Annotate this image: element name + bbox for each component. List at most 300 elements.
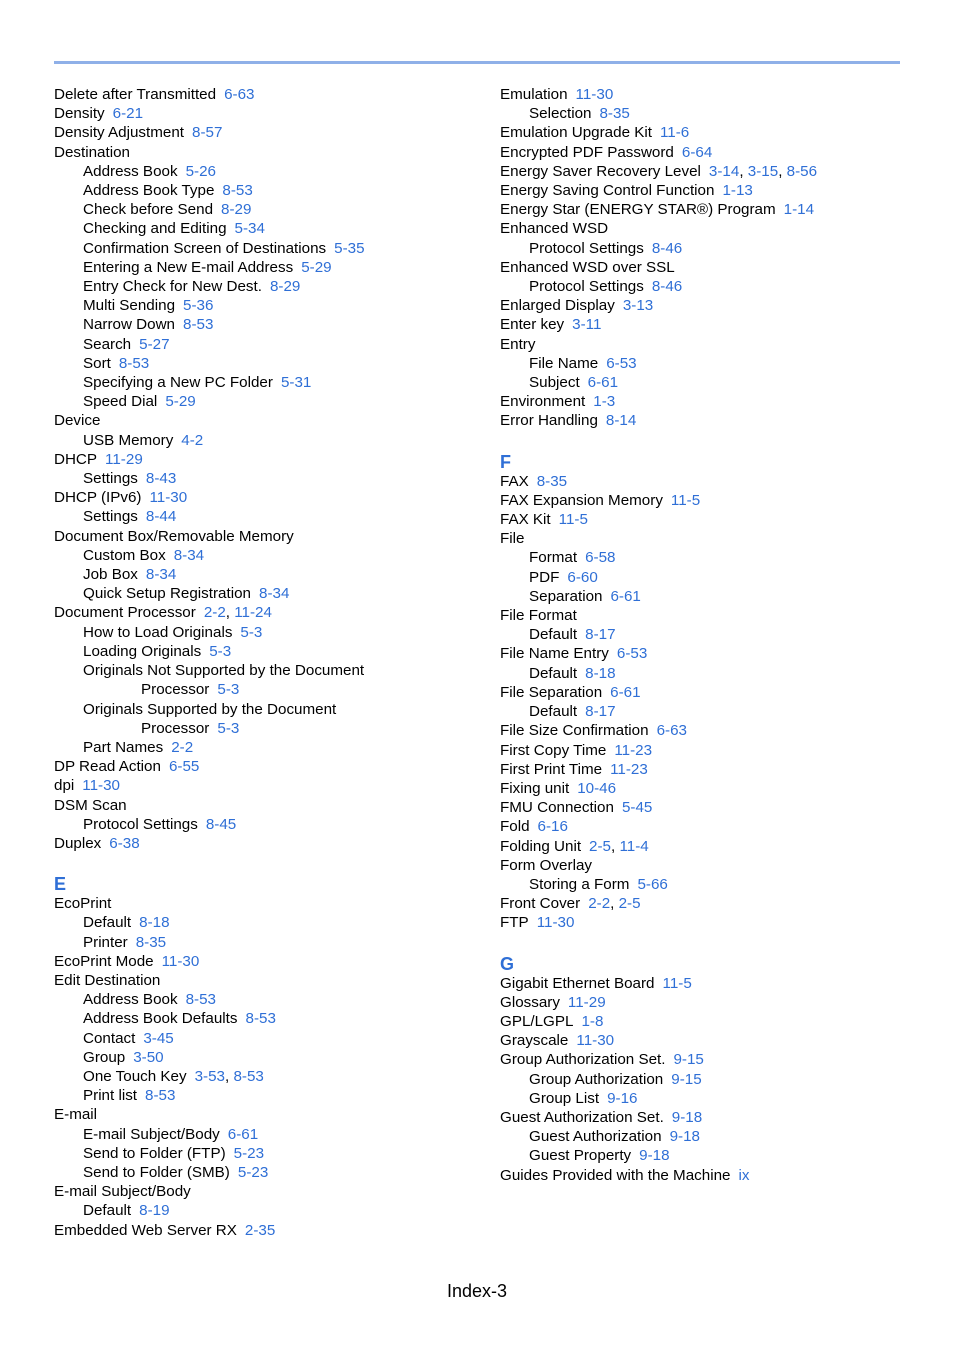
- page-references: [673, 1051, 703, 1068]
- page-reference-link[interactable]: 8-35: [536, 472, 568, 490]
- index-entry: [500, 258, 920, 277]
- index-entry: [54, 894, 474, 913]
- index-entry: [54, 239, 474, 258]
- index-entry: [54, 1086, 474, 1105]
- page-references: 3-53, 8-53: [194, 1067, 264, 1085]
- index-term: Address Book Type: [83, 182, 215, 200]
- page-reference-link[interactable]: 5-23: [237, 1163, 269, 1181]
- index-term: Protocol Settings: [529, 239, 644, 257]
- index-entry: [54, 933, 474, 952]
- index-entry: [54, 546, 474, 565]
- index-term: Default: [529, 664, 578, 682]
- index-entry: [54, 143, 474, 162]
- index-entry: [500, 143, 920, 162]
- index-term: Processor: [141, 719, 210, 737]
- page-references: [246, 1010, 276, 1027]
- page-reference-link[interactable]: 6-16: [537, 818, 568, 836]
- page-reference-link[interactable]: 11-30: [536, 914, 575, 932]
- page-reference-link[interactable]: 5-45: [621, 799, 653, 817]
- page-reference-link[interactable]: 8-53: [245, 1010, 276, 1028]
- index-term: Edit Destination: [54, 971, 161, 989]
- index-term: Form Overlay: [500, 856, 592, 874]
- page-reference-link[interactable]: 8-34: [173, 546, 205, 564]
- page-reference-link[interactable]: 11-30: [161, 952, 200, 970]
- index-term: File Name Entry: [500, 645, 609, 663]
- page-reference-link[interactable]: 2-5: [589, 837, 611, 855]
- index-entry: [54, 913, 474, 932]
- index-entry: [500, 354, 920, 373]
- page-references: [538, 818, 568, 835]
- index-entry: [54, 1029, 474, 1048]
- index-term: Gigabit Ethernet Board: [500, 974, 655, 992]
- index-term: Job Box: [83, 566, 138, 584]
- page-reference-link[interactable]: 8-56: [786, 162, 818, 180]
- page-references: [607, 1090, 637, 1107]
- index-term: Guest Property: [529, 1147, 632, 1165]
- index-entry: [500, 548, 920, 567]
- index-entry: [500, 123, 920, 142]
- page-reference-link[interactable]: 8-57: [192, 124, 223, 142]
- index-term: E-mail Subject/Body: [83, 1125, 220, 1143]
- index-term: DP Read Action: [54, 758, 161, 776]
- page-reference-link[interactable]: 5-3: [240, 623, 263, 641]
- page-references: [623, 297, 653, 314]
- index-term: Embedded Web Server RX: [54, 1221, 237, 1239]
- index-entry: [500, 510, 920, 529]
- page-reference-link[interactable]: 2-2: [203, 604, 226, 622]
- page-references: [682, 144, 712, 161]
- page-reference-link[interactable]: 5-27: [139, 335, 170, 353]
- page-references: [657, 722, 687, 739]
- page-references: [171, 739, 193, 756]
- page-reference-link[interactable]: 5-29: [301, 258, 332, 276]
- page-reference-link[interactable]: 11-30: [82, 777, 120, 795]
- page-reference-link[interactable]: 3-11: [572, 316, 602, 334]
- index-term: Grayscale: [500, 1032, 569, 1050]
- page-reference-link[interactable]: 11-5: [662, 974, 692, 992]
- index-term: Search: [83, 335, 132, 353]
- page-reference-link[interactable]: 2-2: [588, 895, 611, 913]
- index-entry: [500, 411, 920, 430]
- index-term: Encrypted PDF Password: [500, 143, 674, 161]
- page-references: [610, 684, 640, 701]
- page-reference-link[interactable]: 5-26: [185, 162, 216, 180]
- index-term: Environment: [500, 393, 586, 411]
- page-reference-link[interactable]: 1-13: [722, 182, 753, 200]
- page-reference-link[interactable]: 5-66: [637, 875, 668, 893]
- page-references: [238, 1164, 268, 1181]
- page-references: [585, 703, 615, 720]
- page-references: [610, 761, 648, 778]
- index-term: FTP: [500, 914, 529, 932]
- page-reference-link[interactable]: 8-17: [585, 626, 616, 644]
- page-references: [259, 585, 289, 602]
- index-entry: [500, 200, 920, 219]
- index-entry: [500, 491, 920, 510]
- page-references: [334, 240, 364, 257]
- index-entry: [54, 757, 474, 776]
- index-term: Processor: [141, 681, 210, 699]
- index-entry: [54, 815, 474, 834]
- page-reference-link[interactable]: 8-53: [118, 354, 150, 372]
- page-reference-link[interactable]: 10-46: [577, 779, 617, 797]
- index-entry: [54, 680, 474, 699]
- index-term: File Separation: [500, 683, 603, 701]
- index-term: E-mail Subject/Body: [54, 1183, 191, 1201]
- page-reference-link[interactable]: 4-2: [181, 431, 204, 449]
- index-entry: [500, 875, 920, 894]
- page-reference-link[interactable]: 5-35: [334, 239, 365, 257]
- page-reference-link[interactable]: 3-50: [133, 1048, 164, 1066]
- page-reference-link[interactable]: 1-14: [783, 201, 815, 219]
- page-reference-link[interactable]: 8-43: [145, 470, 177, 488]
- index-term: Group Authorization: [529, 1070, 664, 1088]
- page-references: [119, 355, 149, 372]
- page-reference-link[interactable]: 5-3: [209, 642, 232, 660]
- index-entry: [500, 664, 920, 683]
- page-reference-link[interactable]: 11-23: [614, 741, 653, 759]
- index-term: Energy Saving Control Function: [500, 182, 715, 200]
- page-references: [652, 278, 682, 295]
- page-references: [139, 336, 169, 353]
- page-references: [559, 511, 588, 528]
- index-term: Loading Originals: [83, 642, 202, 660]
- index-entry: [54, 431, 474, 450]
- page-reference-link[interactable]: 8-17: [585, 703, 616, 721]
- index-term: DHCP (IPv6): [54, 489, 142, 507]
- page-reference-link[interactable]: 6-21: [112, 105, 144, 123]
- page-references: [240, 624, 262, 641]
- page-references: [610, 588, 640, 605]
- index-entry: [500, 162, 920, 181]
- index-term: Delete after Transmitted: [54, 86, 217, 103]
- index-entry: [500, 625, 920, 644]
- index-term: Guest Authorization: [529, 1128, 662, 1146]
- header-rule: [54, 61, 900, 64]
- page-reference-link[interactable]: 6-61: [587, 374, 619, 392]
- page-references: [139, 914, 169, 931]
- index-entry: [54, 584, 474, 603]
- page-reference-link[interactable]: 5-3: [217, 681, 240, 699]
- page-reference-link[interactable]: 11-4: [619, 837, 649, 855]
- index-term: FAX: [500, 472, 529, 490]
- page-reference-link[interactable]: 6-38: [109, 834, 140, 852]
- page-reference-link[interactable]: 11-5: [558, 511, 588, 529]
- page-references: [222, 182, 252, 199]
- page-references: [537, 914, 575, 931]
- page-reference-link[interactable]: 8-45: [205, 815, 237, 833]
- page-reference-link[interactable]: 8-46: [651, 278, 683, 296]
- page-reference-link[interactable]: 6-63: [224, 86, 255, 103]
- page-references: [181, 432, 203, 449]
- index-term: Emulation Upgrade Kit: [500, 124, 652, 142]
- page-references: [192, 124, 222, 141]
- index-term: Selection: [529, 105, 592, 123]
- page-references: [145, 1087, 175, 1104]
- page-reference-link[interactable]: 1-3: [593, 393, 616, 411]
- page-references: [183, 316, 213, 333]
- page-references: [146, 508, 176, 525]
- index-entry: [54, 565, 474, 584]
- index-entry: [54, 181, 474, 200]
- index-term: Subject: [529, 374, 580, 392]
- page-reference-link[interactable]: ix: [738, 1166, 750, 1184]
- page-references: [169, 758, 199, 775]
- page-reference-link[interactable]: 11-30: [575, 86, 614, 103]
- index-term: Enhanced WSD: [500, 220, 609, 238]
- index-term: FMU Connection: [500, 799, 614, 817]
- page-reference-link[interactable]: 2-2: [171, 738, 194, 756]
- index-entry: [500, 568, 920, 587]
- index-term: dpi: [54, 777, 75, 795]
- page-reference-link[interactable]: 3-14: [708, 162, 740, 180]
- index-term: File: [500, 530, 525, 548]
- page-reference-link[interactable]: 8-35: [599, 105, 630, 123]
- page-reference-link[interactable]: 5-34: [234, 220, 265, 238]
- index-term: Format: [529, 549, 578, 567]
- page-references: [301, 259, 331, 276]
- index-term: GPL/LGPL: [500, 1012, 574, 1030]
- index-term: DSM Scan: [54, 796, 127, 814]
- index-term: Group List: [529, 1089, 600, 1107]
- page-reference-link[interactable]: 8-34: [145, 566, 177, 584]
- index-term: Fold: [500, 818, 530, 836]
- index-entry: [54, 104, 474, 123]
- page-reference-link[interactable]: 2-5: [618, 895, 641, 913]
- page-reference-link[interactable]: 1-8: [581, 1012, 604, 1030]
- index-entry: [500, 894, 920, 913]
- index-term: Storing a Form: [529, 875, 630, 893]
- page-references: [146, 470, 176, 487]
- index-entry: [500, 1012, 920, 1031]
- page-reference-link[interactable]: 8-53: [183, 316, 214, 334]
- page-references: [105, 451, 143, 468]
- page-reference-link[interactable]: 8-18: [585, 664, 616, 682]
- page-reference-link[interactable]: 9-15: [673, 1051, 704, 1069]
- index-entry: [500, 798, 920, 817]
- index-entry: [54, 219, 474, 238]
- section-heading-g: G: [500, 953, 515, 974]
- index-entry: [54, 1144, 474, 1163]
- page-references: [572, 316, 601, 333]
- index-entry: [500, 315, 920, 334]
- index-entry: [500, 741, 920, 760]
- index-term: Guest Authorization Set.: [500, 1108, 664, 1126]
- index-term: E-mail: [54, 1106, 98, 1124]
- page-reference-link[interactable]: 9-15: [671, 1070, 702, 1088]
- index-entry: [54, 603, 474, 622]
- index-term: Part Names: [83, 738, 164, 756]
- index-entry: [54, 450, 474, 469]
- page-reference-link[interactable]: 8-35: [135, 933, 167, 951]
- page-reference-link[interactable]: 8-34: [259, 585, 290, 603]
- page-references: [224, 86, 254, 103]
- page-reference-link[interactable]: 6-53: [616, 645, 648, 663]
- index-entry: [54, 700, 474, 719]
- page-reference-link[interactable]: 5-29: [165, 393, 196, 411]
- index-term: Settings: [83, 508, 138, 526]
- page-reference-link[interactable]: 3-45: [143, 1029, 174, 1047]
- index-term: Multi Sending: [83, 297, 176, 315]
- page-references: [599, 105, 629, 122]
- index-term: File Size Confirmation: [500, 722, 649, 740]
- page-reference-link[interactable]: 8-53: [222, 182, 253, 200]
- page-reference-link[interactable]: 6-53: [606, 354, 637, 372]
- index-term: Check before Send: [83, 201, 214, 219]
- index-term: PDF: [529, 568, 560, 586]
- index-term: First Copy Time: [500, 741, 607, 759]
- page-reference-link[interactable]: 11-24: [234, 604, 272, 622]
- page-references: [784, 201, 814, 218]
- index-entry: [54, 642, 474, 661]
- page-reference-link[interactable]: 9-16: [607, 1089, 638, 1107]
- section-heading-f: F: [500, 451, 511, 472]
- page-references: [585, 626, 615, 643]
- index-term: Print list: [83, 1087, 138, 1105]
- index-term: Group Authorization Set.: [500, 1051, 666, 1069]
- page-references: [146, 566, 176, 583]
- page-reference-link[interactable]: 8-14: [605, 412, 637, 430]
- index-entry: [54, 661, 474, 680]
- page-reference-link[interactable]: 5-36: [183, 297, 214, 315]
- page-references: [588, 374, 618, 391]
- page-reference-link[interactable]: 6-61: [610, 587, 641, 605]
- index-term: Emulation: [500, 86, 568, 103]
- index-entry: [500, 392, 920, 411]
- index-entry: [54, 990, 474, 1009]
- page-references: [133, 1049, 163, 1066]
- page-references: [617, 645, 647, 662]
- page-references: [206, 816, 236, 833]
- page-reference-link[interactable]: 8-18: [139, 914, 170, 932]
- page-references: 2-2, 2-5: [588, 895, 641, 913]
- page-references: [568, 994, 606, 1011]
- page-reference-link[interactable]: 5-3: [217, 719, 240, 737]
- index-entry: [500, 644, 920, 663]
- index-entry: [500, 817, 920, 836]
- page-references: [270, 278, 300, 295]
- page-references: [281, 374, 311, 391]
- page-reference-link[interactable]: 9-18: [639, 1147, 670, 1165]
- index-term: Error Handling: [500, 412, 598, 430]
- page-reference-link[interactable]: 11-29: [105, 450, 143, 468]
- page-reference-link[interactable]: 8-44: [145, 508, 177, 526]
- index-term: Address Book: [83, 162, 178, 180]
- index-entry: [500, 529, 920, 548]
- page-reference-link[interactable]: 2-35: [244, 1221, 276, 1239]
- page-reference-link[interactable]: 11-29: [567, 993, 606, 1011]
- index-entry: [54, 488, 474, 507]
- index-term: One Touch Key: [83, 1067, 187, 1085]
- page-reference-link[interactable]: 11-23: [610, 760, 648, 778]
- index-term: EcoPrint Mode: [54, 952, 154, 970]
- page-reference-link[interactable]: 11-5: [670, 491, 701, 509]
- page-reference-link[interactable]: 5-31: [280, 374, 312, 392]
- index-entry: [54, 335, 474, 354]
- page-reference-link[interactable]: 6-61: [227, 1125, 259, 1143]
- page-reference-link[interactable]: 9-18: [669, 1128, 700, 1146]
- index-entry: [54, 1009, 474, 1028]
- index-term: Separation: [529, 587, 603, 605]
- index-entry: [54, 1221, 474, 1240]
- page-reference-link[interactable]: 8-53: [185, 991, 216, 1009]
- page-reference-link[interactable]: 6-60: [567, 568, 598, 586]
- index-entry: [500, 974, 920, 993]
- page-references: [585, 549, 615, 566]
- page-references: [671, 492, 700, 509]
- index-entry: [500, 1146, 920, 1165]
- page-references: [136, 934, 166, 951]
- page-references: [672, 1109, 702, 1126]
- page-reference-link[interactable]: 8-29: [221, 201, 252, 219]
- page-reference-link[interactable]: 6-63: [656, 722, 687, 740]
- index-entry: [54, 623, 474, 642]
- page-references: [637, 876, 667, 893]
- index-term: Confirmation Screen of Destinations: [83, 239, 327, 257]
- page-reference-link[interactable]: 6-58: [585, 549, 616, 567]
- page-references: [174, 547, 204, 564]
- page-references: [186, 991, 216, 1008]
- index-term: DHCP: [54, 450, 98, 468]
- page-reference-link[interactable]: 8-29: [269, 278, 301, 296]
- index-term: Enhanced WSD over SSL: [500, 258, 675, 276]
- page-references: [217, 681, 239, 698]
- page-references: [113, 105, 143, 122]
- page-reference-link[interactable]: 8-46: [651, 239, 683, 257]
- index-entry: [54, 162, 474, 181]
- index-term: EcoPrint: [54, 895, 112, 913]
- index-entry: [500, 1127, 920, 1146]
- page-reference-link[interactable]: 11-30: [149, 489, 188, 507]
- page-references: [149, 489, 187, 506]
- index-term: Protocol Settings: [529, 278, 644, 296]
- page-reference-link[interactable]: 3-13: [622, 297, 654, 315]
- index-term: Density Adjustment: [54, 124, 184, 142]
- index-term: Group: [83, 1048, 126, 1066]
- page-references: [82, 777, 120, 794]
- page-reference-link[interactable]: 8-53: [233, 1067, 264, 1085]
- page-reference-link[interactable]: 6-61: [610, 683, 641, 701]
- page-reference-link[interactable]: 9-18: [671, 1108, 703, 1126]
- page-reference-link[interactable]: 11-30: [576, 1032, 615, 1050]
- page-references: [139, 1202, 169, 1219]
- page-reference-link[interactable]: 5-23: [233, 1144, 265, 1162]
- index-entry: [500, 239, 920, 258]
- page-reference-link[interactable]: 11-6: [659, 124, 690, 142]
- index-term: File Format: [500, 607, 577, 625]
- index-entry: [500, 779, 920, 798]
- page-references: [109, 835, 139, 852]
- index-term: Specifying a New PC Folder: [83, 374, 273, 392]
- index-term: Guides Provided with the Machine: [500, 1166, 731, 1184]
- page-reference-link[interactable]: 3-53: [194, 1067, 225, 1085]
- index-entry: [500, 587, 920, 606]
- index-term: Default: [529, 703, 578, 721]
- page-reference-link[interactable]: 6-55: [168, 758, 200, 776]
- page-references: [537, 473, 567, 490]
- page-reference-link[interactable]: 8-53: [145, 1087, 176, 1105]
- page-reference-link[interactable]: 6-64: [681, 143, 713, 161]
- page-reference-link[interactable]: 3-15: [747, 162, 779, 180]
- page-references: [652, 240, 682, 257]
- index-entry: [500, 721, 920, 740]
- index-term: Entry Check for New Dest.: [83, 278, 262, 296]
- page-reference-link[interactable]: 8-19: [139, 1202, 170, 1220]
- index-term: FAX Kit: [500, 511, 551, 529]
- index-term: How to Load Originals: [83, 623, 233, 641]
- page-references: [671, 1071, 701, 1088]
- page-references: [722, 182, 752, 199]
